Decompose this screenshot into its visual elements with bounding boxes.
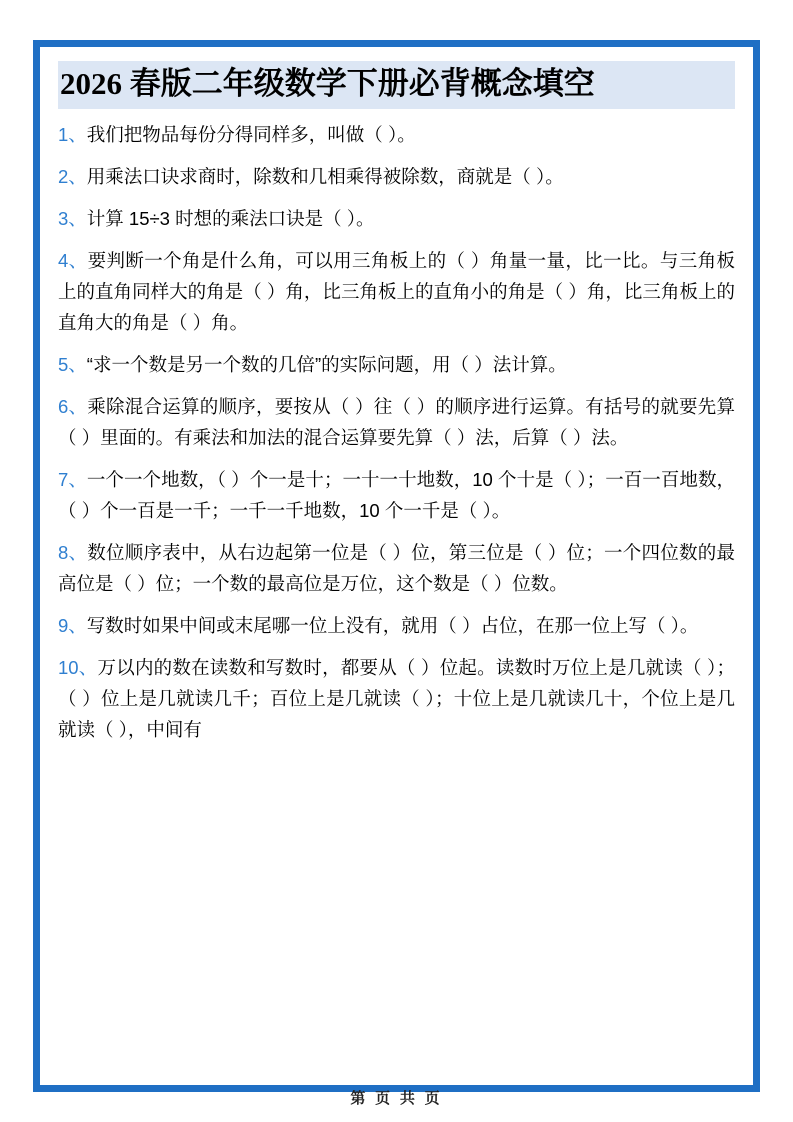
item-text: 我们把物品每份分得同样多，叫做（ ）。 — [86, 124, 416, 145]
list-item — [58, 464, 735, 526]
item-number: 5、 — [58, 354, 87, 375]
list-item — [58, 119, 735, 150]
item-text: 乘除混合运算的顺序，要按从（ ）往（ ）的顺序进行运算。有括号的就要先算（ ）里面的。有乘法和加法的混合运算要先算（ ）法，后算（ ）法。 — [58, 396, 735, 448]
item-number: 9、 — [58, 615, 87, 636]
list-item — [58, 203, 735, 234]
list-item — [58, 391, 735, 453]
item-text: 数位顺序表中，从右边起第一位是（ ）位，第三位是（ ）位；一个四位数的最高位是（ ）位；一个数的最高位是万位，这个数是（ ）位数。 — [58, 542, 735, 594]
item-text: 一个一个地数，（ ）个一是十；一十一十地数，10 个十是（ ）；一百一百地数，（ ）个一百是一千；一千一千地数，10 个一千是（ ）。 — [58, 469, 735, 521]
item-number: 7、 — [58, 469, 87, 490]
item-text: 计算 15÷3 时想的乘法口诀是（ ）。 — [86, 208, 375, 229]
document-frame — [33, 40, 760, 1092]
list-item — [58, 161, 735, 192]
item-text: 要判断一个角是什么角，可以用三角板上的（ ）角量一量，比一比。与三角板上的直角同样大的角是（ ）角，比三角板上的直角小的角是（ ）角，比三角板上的直角大的角是（ ）角。 — [58, 250, 735, 333]
item-number: 8、 — [58, 542, 88, 563]
list-item — [58, 245, 735, 338]
item-text: 万以内的数在读数和写数时，都要从（ ）位起。读数时万位上是几就读（ ）；（ ）位上是几就读几千；百位上是几就读（ ）；十位上是几就读几十，个位上是几就读（ ），中间有 — [58, 657, 735, 740]
document-title-bar — [58, 61, 735, 109]
page-title: 2026 春版二年级数学下册必背概念填空 — [60, 66, 595, 101]
list-item — [58, 349, 735, 380]
item-text: 用乘法口诀求商时，除数和几相乘得被除数，商就是（ ）。 — [86, 166, 564, 187]
item-number: 6、 — [58, 396, 88, 417]
list-item — [58, 537, 735, 599]
item-number: 2、 — [58, 166, 87, 187]
item-number: 1、 — [58, 124, 87, 145]
item-number: 3、 — [58, 208, 87, 229]
list-item — [58, 610, 735, 641]
page-footer: 第 页 共 页 — [350, 1091, 443, 1107]
item-number: 4、 — [58, 250, 88, 271]
item-text: “求一个数是另一个数的几倍”的实际问题，用（ ）法计算。 — [86, 354, 567, 375]
item-number: 10、 — [58, 657, 98, 678]
item-text: 写数时如果中间或末尾哪一位上没有，就用（ ）占位，在那一位上写（ ）。 — [86, 615, 699, 636]
list-item — [58, 652, 735, 745]
